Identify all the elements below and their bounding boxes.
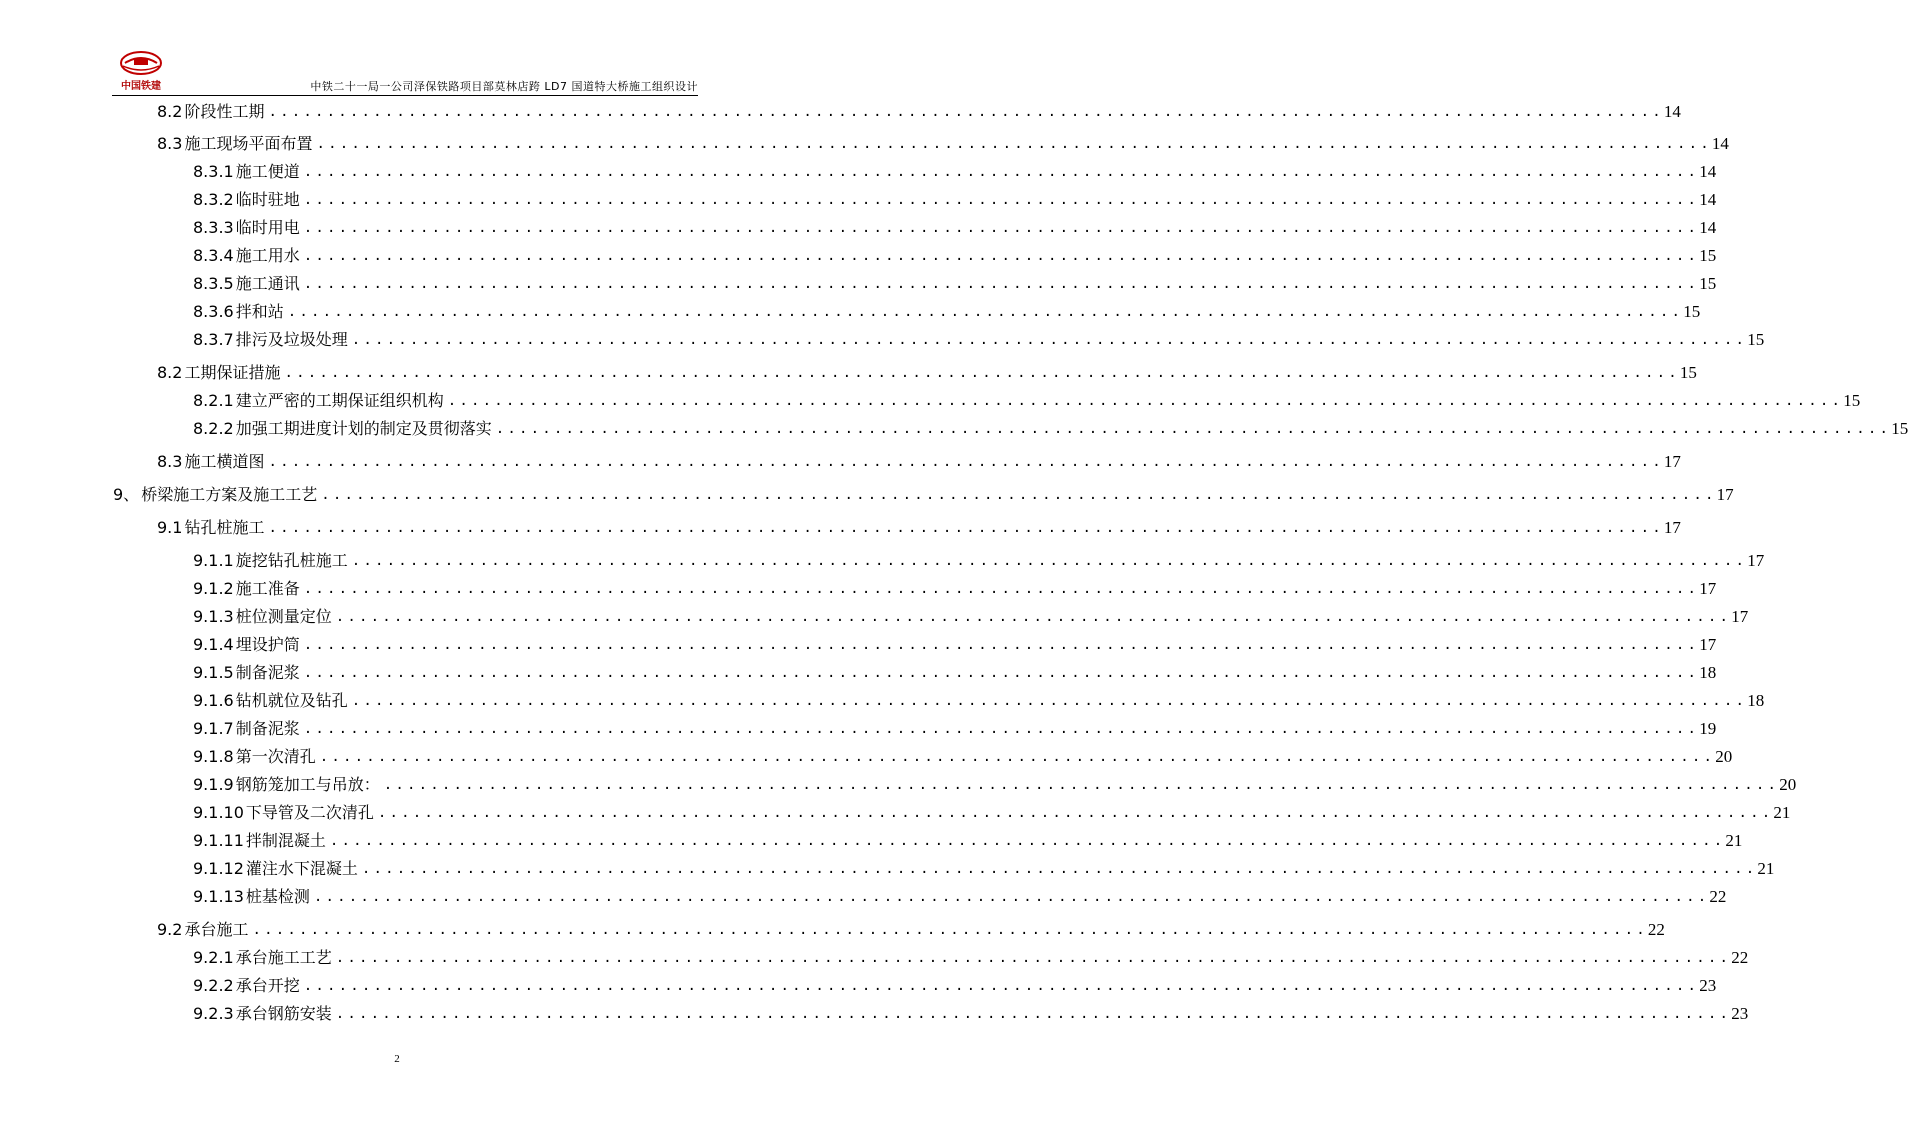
toc-entry-page: 15 [1699,274,1717,293]
toc-entry-title: 加强工期进度计划的制定及贯彻落实 [235,419,492,438]
toc-entry-page: 14 [1699,218,1717,237]
toc-entry[interactable] [157,102,1681,122]
toc-dot-leader: ........................................................................................................................ [303,276,1700,292]
toc-entry-page: 21 [1773,803,1791,822]
toc-entry-title: 钻孔桩施工 [184,518,265,537]
toc-entry[interactable] [193,419,1908,439]
toc-dot-leader: ........................................................................................................................ [377,805,1774,821]
toc-entry-number: 9.1.3 [193,607,234,626]
toc-dot-leader: ........................................................................................................................ [303,665,1700,681]
toc-dot-leader: ........................................................................................................................ [383,777,1780,793]
toc-dot-leader: ........................................................................................................................ [329,833,1726,849]
toc-entry-title: 钻机就位及钻孔 [235,691,348,710]
toc-entry-number: 8.3.6 [193,302,234,321]
toc-entry-title: 承台施工 [184,920,249,939]
toc-entry-number: 9、 [113,485,140,504]
toc-entry-page: 15 [1699,246,1717,265]
toc-dot-leader: ........................................................................................................................ [361,861,1758,877]
toc-entry-page: 22 [1731,948,1749,967]
toc-entry-title: 钢筋笼加工与吊放： [235,775,380,794]
toc-entry-number: 9.1.4 [193,635,234,654]
toc-entry-number: 8.2 [157,363,183,382]
toc-entry[interactable] [193,246,1717,266]
toc-entry-number: 9.1.9 [193,775,234,794]
toc-entry-page: 20 [1715,747,1733,766]
toc-entry-number: 8.3 [157,134,183,153]
toc-entry[interactable] [193,803,1791,823]
toc-entry-title: 埋设护筒 [235,635,300,654]
toc-entry[interactable] [193,831,1743,851]
toc-entry-page: 21 [1725,831,1743,850]
toc-entry-page: 21 [1757,859,1775,878]
toc-entry-title: 桩基检测 [245,887,310,906]
toc-entry-number: 8.3.3 [193,218,234,237]
toc-entry-page: 15 [1747,330,1765,349]
toc-entry[interactable] [193,747,1733,767]
toc-entry-number: 8.2.1 [193,391,234,410]
toc-dot-leader: ........................................................................................................................ [335,1006,1732,1022]
toc-entry-title: 承台施工工艺 [235,948,332,967]
toc-dot-leader: ........................................................................................................................ [351,553,1748,569]
toc-entry[interactable] [157,134,1729,154]
toc-entry-number: 9.1.7 [193,719,234,738]
toc-dot-leader: ........................................................................................................................ [447,393,1844,409]
toc-entry[interactable] [193,719,1717,739]
toc-entry-title: 建立严密的工期保证组织机构 [235,391,444,410]
toc-entry-number: 8.2.2 [193,419,234,438]
toc-entry-number: 8.3.2 [193,190,234,209]
page-number: 2 [394,1053,400,1065]
toc-entry-number: 9.1.8 [193,747,234,766]
toc-entry-title: 施工通讯 [235,274,300,293]
toc-entry-page: 15 [1843,391,1861,410]
toc-entry[interactable] [193,887,1727,907]
toc-entry-page: 14 [1663,102,1681,121]
toc-dot-leader: ........................................................................................................................ [303,978,1700,994]
toc-entry[interactable] [157,518,1681,538]
toc-dot-leader: ........................................................................................................................ [284,365,1680,381]
company-logo [112,50,170,92]
toc-dot-leader: ........................................................................................................................ [303,721,1700,737]
toc-entry[interactable] [193,579,1717,599]
toc-entry-page: 14 [1711,134,1729,153]
toc-entry-page: 17 [1699,579,1717,598]
toc-entry-page: 17 [1716,485,1734,504]
toc-dot-leader: ........................................................................................................................ [319,749,1716,765]
toc-entry-title: 施工横道图 [184,452,265,471]
toc-entry-title: 阶段性工期 [184,102,265,121]
toc-entry[interactable] [193,948,1749,968]
toc-entry[interactable] [193,190,1717,210]
toc-entry-page: 23 [1731,1004,1749,1023]
toc-dot-leader: ........................................................................................................................ [351,332,1748,348]
toc-entry-page: 17 [1747,551,1765,570]
toc-dot-leader: ........................................................................................................................ [321,487,1717,503]
toc-entry-title: 工期保证措施 [184,363,281,382]
toc-entry[interactable] [157,452,1681,472]
toc-entry-title: 排污及垃圾处理 [235,330,348,349]
toc-entry-title: 灌注水下混凝土 [245,859,358,878]
toc-dot-leader: ........................................................................................................................ [268,104,1664,120]
toc-dot-leader: ........................................................................................................................ [303,192,1700,208]
toc-entry-number: 9.1.2 [193,579,234,598]
toc-entry-page: 18 [1747,691,1765,710]
toc-entry[interactable] [113,485,1734,505]
toc-dot-leader: ........................................................................................................................ [303,637,1700,653]
toc-dot-leader: ........................................................................................................................ [313,889,1710,905]
toc-entry-number: 8.2 [157,102,183,121]
toc-entry-number: 9.2.3 [193,1004,234,1023]
header-divider [112,95,698,96]
toc-entry-title: 承台开挖 [235,976,300,995]
toc-entry-number: 9.1.5 [193,663,234,682]
toc-entry[interactable] [193,635,1717,655]
toc-dot-leader: ........................................................................................................................ [303,248,1700,264]
toc-entry[interactable] [193,330,1765,350]
toc-entry-number: 9.1.1 [193,551,234,570]
toc-dot-leader: ........................................................................................................................ [303,220,1700,236]
toc-entry-title: 施工用水 [235,246,300,265]
toc-entry-number: 8.3.1 [193,162,234,181]
toc-entry-page: 15 [1891,419,1908,438]
toc-dot-leader: ........................................................................................................................ [495,421,1892,437]
toc-entry[interactable] [157,920,1665,940]
toc-entry[interactable] [193,391,1861,411]
toc-entry-number: 9.1.11 [193,831,244,850]
toc-entry[interactable] [193,976,1717,996]
toc-dot-leader: ........................................................................................................................ [268,520,1664,536]
toc-entry-number: 8.3 [157,452,183,471]
toc-entry-title: 下导管及二次清孔 [245,803,374,822]
toc-entry[interactable] [193,775,1797,795]
toc-dot-leader: ........................................................................................................................ [316,136,1712,152]
toc-dot-leader: ........................................................................................................................ [287,304,1684,320]
toc-entry[interactable] [193,162,1717,182]
toc-entry-page: 17 [1663,452,1681,471]
toc-entry-number: 9.1.12 [193,859,244,878]
toc-dot-leader: ........................................................................................................................ [303,581,1700,597]
toc-entry-title: 桩位测量定位 [235,607,332,626]
toc-entry-number: 8.3.5 [193,274,234,293]
toc-entry-title: 拌制混凝土 [245,831,326,850]
toc-entry-page: 17 [1731,607,1749,626]
toc-entry[interactable] [193,274,1717,294]
toc-entry[interactable] [193,691,1765,711]
toc-entry-number: 9.1.13 [193,887,244,906]
toc-entry-number: 9.2.2 [193,976,234,995]
toc-entry-number: 8.3.4 [193,246,234,265]
toc-entry-page: 23 [1699,976,1717,995]
toc-entry-number: 9.2.1 [193,948,234,967]
toc-entry-page: 14 [1699,190,1717,209]
toc-entry[interactable] [193,302,1701,322]
toc-entry-page: 22 [1647,920,1665,939]
toc-entry[interactable] [157,363,1697,383]
toc-dot-leader: ........................................................................................................................ [351,693,1748,709]
toc-dot-leader: ........................................................................................................................ [335,950,1732,966]
toc-entry-page: 22 [1709,887,1727,906]
toc-entry-title: 第一次清孔 [235,747,316,766]
toc-entry-title: 制备泥浆 [235,663,300,682]
toc-entry-title: 拌和站 [235,302,284,321]
crcc-logo-icon [112,50,170,78]
toc-entry-page: 18 [1699,663,1717,682]
toc-entry[interactable] [193,1004,1749,1024]
toc-entry-title: 施工现场平面布置 [184,134,313,153]
toc-entry[interactable] [193,859,1775,879]
toc-entry-title: 旋挖钻孔桩施工 [235,551,348,570]
toc-entry-title: 桥梁施工方案及施工工艺 [141,485,318,504]
toc-entry-number: 9.1 [157,518,183,537]
toc-entry-page: 15 [1679,363,1697,382]
toc-entry[interactable] [193,218,1717,238]
toc-dot-leader: ........................................................................................................................ [252,922,1648,938]
toc-entry-page: 20 [1779,775,1797,794]
toc-entry-title: 承台钢筋安装 [235,1004,332,1023]
header-title: 中铁二十一局一公司泽保铁路项目部莫林店跨 LD7 国道特大桥施工组织设计 [310,80,698,93]
toc-entry-page: 19 [1699,719,1717,738]
toc-dot-leader: ........................................................................................................................ [335,609,1732,625]
toc-entry-title: 制备泥浆 [235,719,300,738]
toc-entry-title: 施工准备 [235,579,300,598]
toc-dot-leader: ........................................................................................................................ [268,454,1664,470]
toc-entry-number: 9.1.6 [193,691,234,710]
toc-entry-page: 14 [1699,162,1717,181]
toc-entry[interactable] [193,551,1765,571]
toc-entry-page: 17 [1663,518,1681,537]
toc-entry-title: 临时驻地 [235,190,300,209]
toc-entry-page: 15 [1683,302,1701,321]
logo-text: 中国铁建 [121,81,161,92]
toc-entry-title: 临时用电 [235,218,300,237]
toc-entry-number: 9.1.10 [193,803,244,822]
toc-entry-number: 8.3.7 [193,330,234,349]
toc-entry-number: 9.2 [157,920,183,939]
toc-dot-leader: ........................................................................................................................ [303,164,1700,180]
toc-entry-page: 17 [1699,635,1717,654]
toc-entry[interactable] [193,663,1717,683]
toc-entry-title: 施工便道 [235,162,300,181]
toc-entry[interactable] [193,607,1749,627]
